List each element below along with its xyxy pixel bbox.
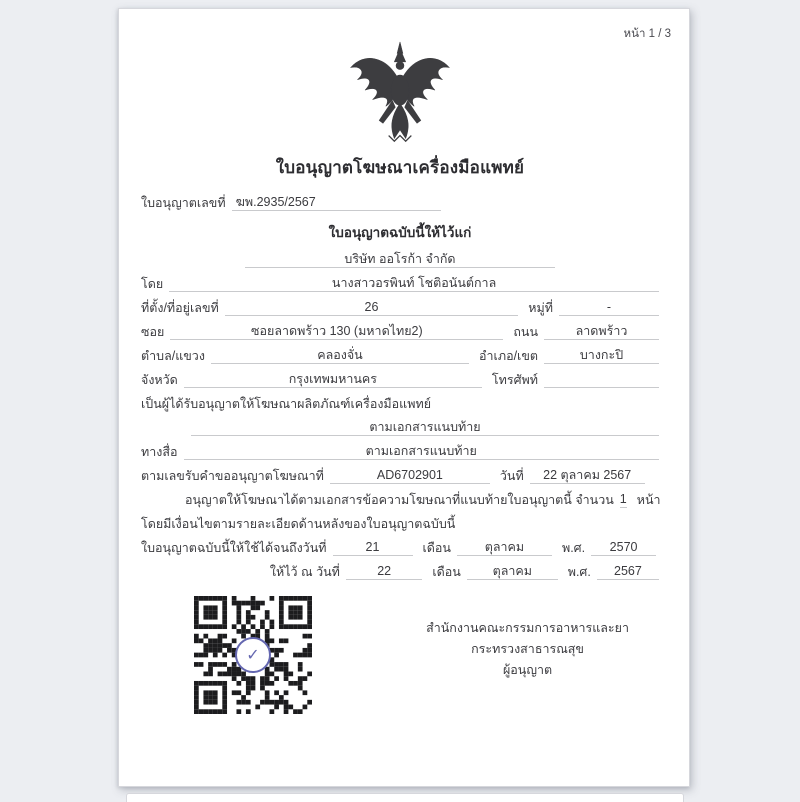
valid-until-year: 2570 [591,540,656,556]
issued-to-heading: ใบอนุญาตฉบับนี้ให้ไว้แก่ [328,225,472,240]
moo-label: หมู่ที่ [528,301,553,315]
signer-title: ผู้อนุญาต [502,663,553,677]
media-value: ตามเอกสารแนบท้าย [184,444,660,460]
by-name-value: นางสาวอรพินท์ โชติอนันต์กาล [169,276,659,292]
location-label: ที่ตั้ง/ที่อยู่เลขที่ [141,301,219,315]
request-date-value: 22 ตุลาคม 2567 [530,468,645,484]
media-row [141,444,659,460]
valid-until-row [141,540,659,556]
org-line-1: สำนักงานคณะกรรมการอาหารและยา [426,621,629,635]
subdistrict-value: คลองจั่น [211,348,469,364]
province-phone-row [141,372,659,388]
issued-month: ตุลาคม [467,564,558,580]
road-label: ถนน [513,325,538,339]
document-page [118,8,690,787]
pages-count-value: 1 [619,492,627,506]
document-title: ใบอนุญาตโฆษณาเครื่องมือแพทย์ [275,158,525,177]
by-label: โดย [141,277,164,291]
org-line-2: กระทรวงสาธารณสุข [471,642,584,656]
soi-label: ซอย [141,325,165,339]
era-label-2: พ.ศ. [567,565,591,579]
month-label-2: เดือน [432,565,461,579]
road-value: ลาดพร้าว [544,324,659,340]
by-row [141,276,659,292]
subdistrict-district-row [141,348,659,364]
request-no-label: ตามเลขรับคำขออนุญาตโฆษณาที่ [141,469,324,483]
company-name: บริษัท ออโรก้า จำกัด [245,252,555,268]
era-label: พ.ศ. [561,541,586,555]
pages-unit-label: หน้า [636,493,661,507]
request-number-row [141,468,659,484]
subdistrict-label: ตำบล/แขวง [141,349,205,363]
footer-zone [141,596,659,714]
products-row [141,420,659,436]
location-value: 26 [225,300,519,316]
soi-road-row [141,324,659,340]
products-value: ตามเอกสารแนบท้าย [191,420,659,436]
issued-on-label: ให้ไว้ ณ วันที่ [269,565,340,579]
valid-until-month: ตุลาคม [457,540,552,556]
next-page-edge [126,793,684,802]
address-number-row [141,300,659,316]
license-number-label: ใบอนุญาตเลขที่ [141,196,226,210]
page-indicator: หน้า 1 / 3 [623,28,671,40]
issued-year: 2567 [597,564,659,580]
company-row [141,252,659,268]
moo-value: - [559,300,659,316]
grant-sentence: อนุญาตให้โฆษณาได้ตามเอกสารข้อความโฆษณาที่แนบท้ายใบอนุญาตนี้ จำนวน [185,493,614,507]
valid-until-label: ใบอนุญาตฉบับนี้ให้ใช้ได้จนถึงวันที่ [141,541,327,555]
valid-until-day: 21 [333,540,413,556]
media-label: ทางสื่อ [141,445,178,459]
soi-value: ซอยลาดพร้าว 130 (มหาดไทย2) [170,324,503,340]
garuda-emblem-icon [141,41,659,150]
license-number-value: ฆพ.2935/2567 [232,195,441,211]
province-label: จังหวัด [141,373,178,387]
province-value: กรุงเทพมหานคร [184,372,482,388]
request-date-label: วันที่ [499,469,524,483]
grant-sentence-row [141,492,659,508]
month-label: เดือน [422,541,451,555]
qr-code [194,596,312,714]
authorization-statement: เป็นผู้ได้รับอนุญาตให้โฆษณาผลิตภัณฑ์เครื่องมือแพทย์ [141,397,432,411]
issued-day: 22 [346,564,423,580]
district-value: บางกะปิ [544,348,659,364]
license-number-row [141,195,659,211]
issued-on-row [141,564,659,580]
district-label: อำเภอ/เขต [479,349,538,363]
qr-center-logo-icon: ✓ [235,637,271,673]
phone-value [544,372,659,388]
signature-block [426,596,629,714]
phone-label: โทรศัพท์ [491,373,538,387]
conditions-sentence: โดยมีเงื่อนไขตามรายละเอียดด้านหลังของใบอนุญาตฉบับนี้ [141,517,456,531]
request-no-value: AD6702901 [330,468,490,484]
